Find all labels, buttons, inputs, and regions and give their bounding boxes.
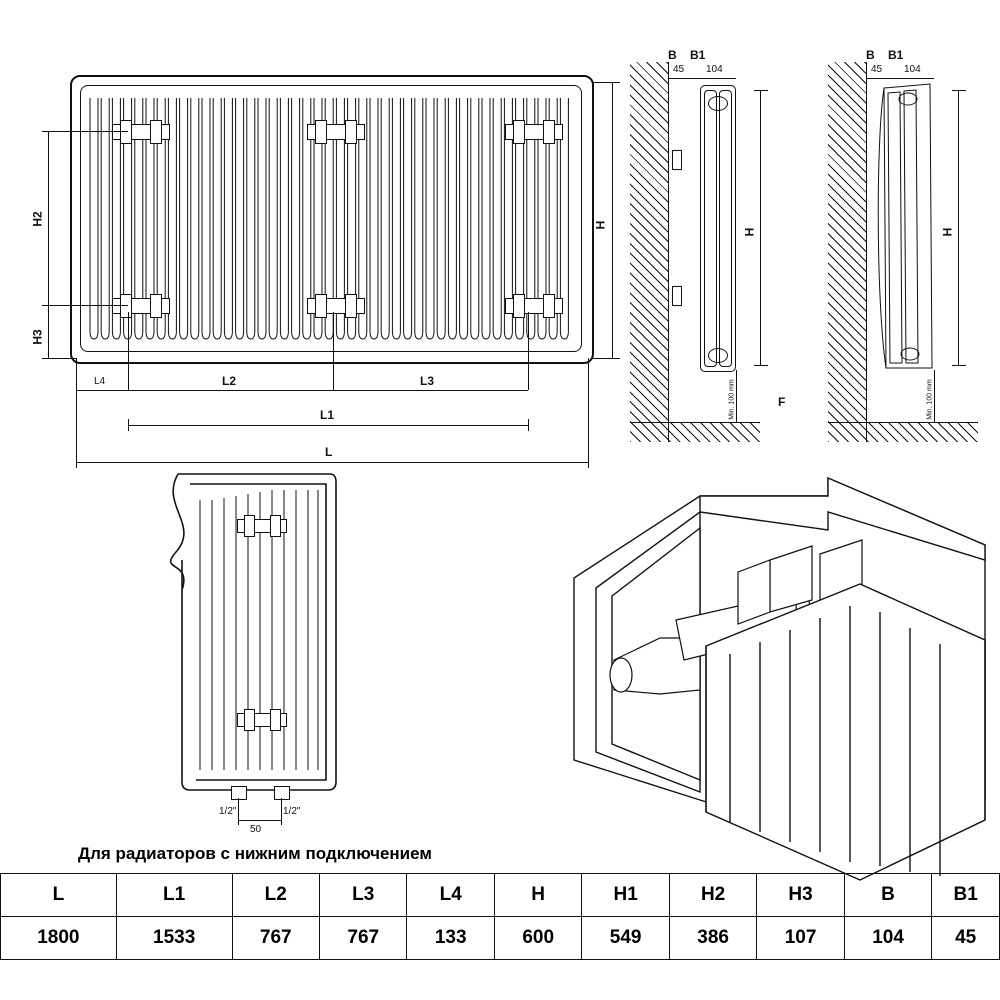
wall-line-left [668, 62, 669, 442]
spec-value-cell: 767 [232, 917, 319, 960]
spec-value-cell: 107 [757, 917, 844, 960]
label-b-left: B [668, 48, 677, 62]
floor-line-left [630, 422, 760, 423]
spec-value-cell: 104 [844, 917, 931, 960]
dim-l-line [76, 462, 588, 463]
label-h2: H2 [30, 211, 45, 227]
label-104-left: 104 [706, 64, 723, 75]
connector-top-left-tab-b [150, 120, 162, 144]
bottom-view-connector-bottom-tab-a [244, 709, 255, 731]
spec-header-cell: H2 [669, 874, 756, 917]
dim-l-tick-right [588, 456, 589, 468]
connector-top-mid-tab-b [345, 120, 357, 144]
spec-header-cell: B1 [932, 874, 1000, 917]
spec-header-cell: L1 [116, 874, 232, 917]
spec-header-cell: L4 [407, 874, 494, 917]
spec-header-cell: H3 [757, 874, 844, 917]
label-l: L [325, 445, 333, 459]
dim-l2-line [128, 390, 333, 391]
dim-h2-line [48, 131, 49, 305]
spec-header-cell: L2 [232, 874, 319, 917]
side-view-left-panel-a [704, 90, 717, 367]
label-thread-left: 1/2" [219, 806, 237, 817]
spec-table-header-row [1, 874, 1000, 917]
spec-value-cell: 1800 [1, 917, 117, 960]
side-view-left-valve-bottom [708, 348, 728, 363]
label-min100-left: Min. 100 mm [728, 379, 736, 420]
connector-bottom-left-tab-b [150, 294, 162, 318]
side-view-left-valve-top [708, 96, 728, 111]
label-104-right: 104 [904, 64, 921, 75]
wall-hatch-right [828, 62, 866, 442]
label-h-side-right: H [940, 227, 955, 237]
connector-bottom-right-tab-a [513, 294, 525, 318]
dim-l1-line [128, 425, 528, 426]
ext-line-left-edge [76, 358, 77, 468]
dim-h-left-line [760, 90, 761, 365]
label-l4: L4 [94, 376, 106, 387]
side-view-left-bracket-top [672, 150, 682, 170]
floor-hatch-left [630, 422, 760, 442]
spec-value-cell: 1533 [116, 917, 232, 960]
dim-h2-ext-bottom [48, 305, 128, 306]
dim-h-ext-bottom [592, 358, 616, 359]
spec-header-cell: B [844, 874, 931, 917]
label-h: H [593, 220, 608, 230]
spec-value-cell: 767 [320, 917, 407, 960]
connector-bottom-right-tab-b [543, 294, 555, 318]
dim-104-right-line [898, 78, 934, 79]
dim-l-tick-left [76, 456, 77, 468]
dim-l1-tick-left [128, 419, 129, 431]
label-b1-left: B1 [690, 48, 706, 62]
wall-line-right [866, 62, 867, 442]
connector-top-right-tab-b [543, 120, 555, 144]
bottom-port-left [231, 786, 247, 800]
label-b1-right: B1 [888, 48, 904, 62]
floor-hatch-right [828, 422, 978, 442]
dim-h-left-tick-top [754, 90, 768, 91]
bottom-port-right-ext [281, 798, 282, 816]
dim-h-right-tick-bot [952, 365, 966, 366]
dim-h-left-tick-bot [754, 365, 768, 366]
spec-value-cell: 600 [494, 917, 581, 960]
spec-value-cell: 133 [407, 917, 494, 960]
ext-line-l4-right [128, 312, 129, 390]
connector-bottom-left-tab-a [120, 294, 132, 318]
spec-value-cell: 549 [582, 917, 669, 960]
label-thread-right: 1/2" [283, 806, 301, 817]
bottom-port-left-ext [238, 798, 239, 816]
spec-header-cell: H1 [582, 874, 669, 917]
side-view-left-bracket-bottom [672, 286, 682, 306]
dim-min100-right-line [934, 370, 935, 422]
dim-l4-line [76, 390, 128, 391]
connector-top-left-tab-a [120, 120, 132, 144]
label-h3: H3 [30, 329, 45, 345]
connector-top-mid-tab-a [315, 120, 327, 144]
dim-l3-line [333, 390, 528, 391]
label-min100-right: Min. 100 mm [926, 379, 934, 420]
dim-h-right-tick-top [952, 90, 966, 91]
dim-min100-left-line [736, 370, 737, 422]
label-50: 50 [250, 824, 262, 835]
dim-h-line [612, 82, 613, 358]
dim-50-line [238, 820, 281, 821]
bottom-view-connector-top-tab-b [270, 515, 281, 537]
ext-line-right-edge [588, 358, 589, 468]
ext-line-mid [333, 312, 334, 390]
label-l2: L2 [222, 374, 237, 388]
label-45-left: 45 [673, 64, 685, 75]
floor-line-right [828, 422, 978, 423]
dim-h-right-line [958, 90, 959, 365]
dim-h3-line [48, 305, 49, 358]
spec-header-cell: L [1, 874, 117, 917]
label-h-side-left: H [742, 227, 757, 237]
label-b-right: B [866, 48, 875, 62]
bottom-view-connector-bottom-tab-b [270, 709, 281, 731]
connector-bottom-mid-tab-a [315, 294, 327, 318]
dim-45-left-line [668, 78, 700, 79]
spec-header-cell: H [494, 874, 581, 917]
dim-104-left-line [700, 78, 736, 79]
label-f: F [778, 395, 786, 409]
spec-value-cell: 386 [669, 917, 756, 960]
bottom-view-caption: Для радиаторов с нижним подключением [78, 844, 432, 863]
dim-l1-tick-right [528, 419, 529, 431]
dim-45-right-line [866, 78, 898, 79]
dim-50-tick-right [281, 815, 282, 825]
dim-h-ext-top [592, 82, 616, 83]
connector-bottom-mid-tab-b [345, 294, 357, 318]
dim-50-tick-left [238, 815, 239, 825]
bottom-port-right [274, 786, 290, 800]
label-l3: L3 [420, 374, 435, 388]
spec-header-cell: L3 [320, 874, 407, 917]
spec-table [0, 873, 1000, 960]
label-l1: L1 [320, 408, 335, 422]
spec-value-cell: 45 [932, 917, 1000, 960]
connector-top-right-tab-a [513, 120, 525, 144]
dim-h3-ext-bottom [48, 358, 76, 359]
side-view-left-panel-b [719, 90, 732, 367]
ext-line-right-conn [528, 312, 529, 390]
bottom-view-connector-top-tab-a [244, 515, 255, 537]
label-45-right: 45 [871, 64, 883, 75]
dim-h2-ext-top [48, 131, 128, 132]
wall-hatch-left [630, 62, 668, 442]
spec-table-value-row [1, 917, 1000, 960]
